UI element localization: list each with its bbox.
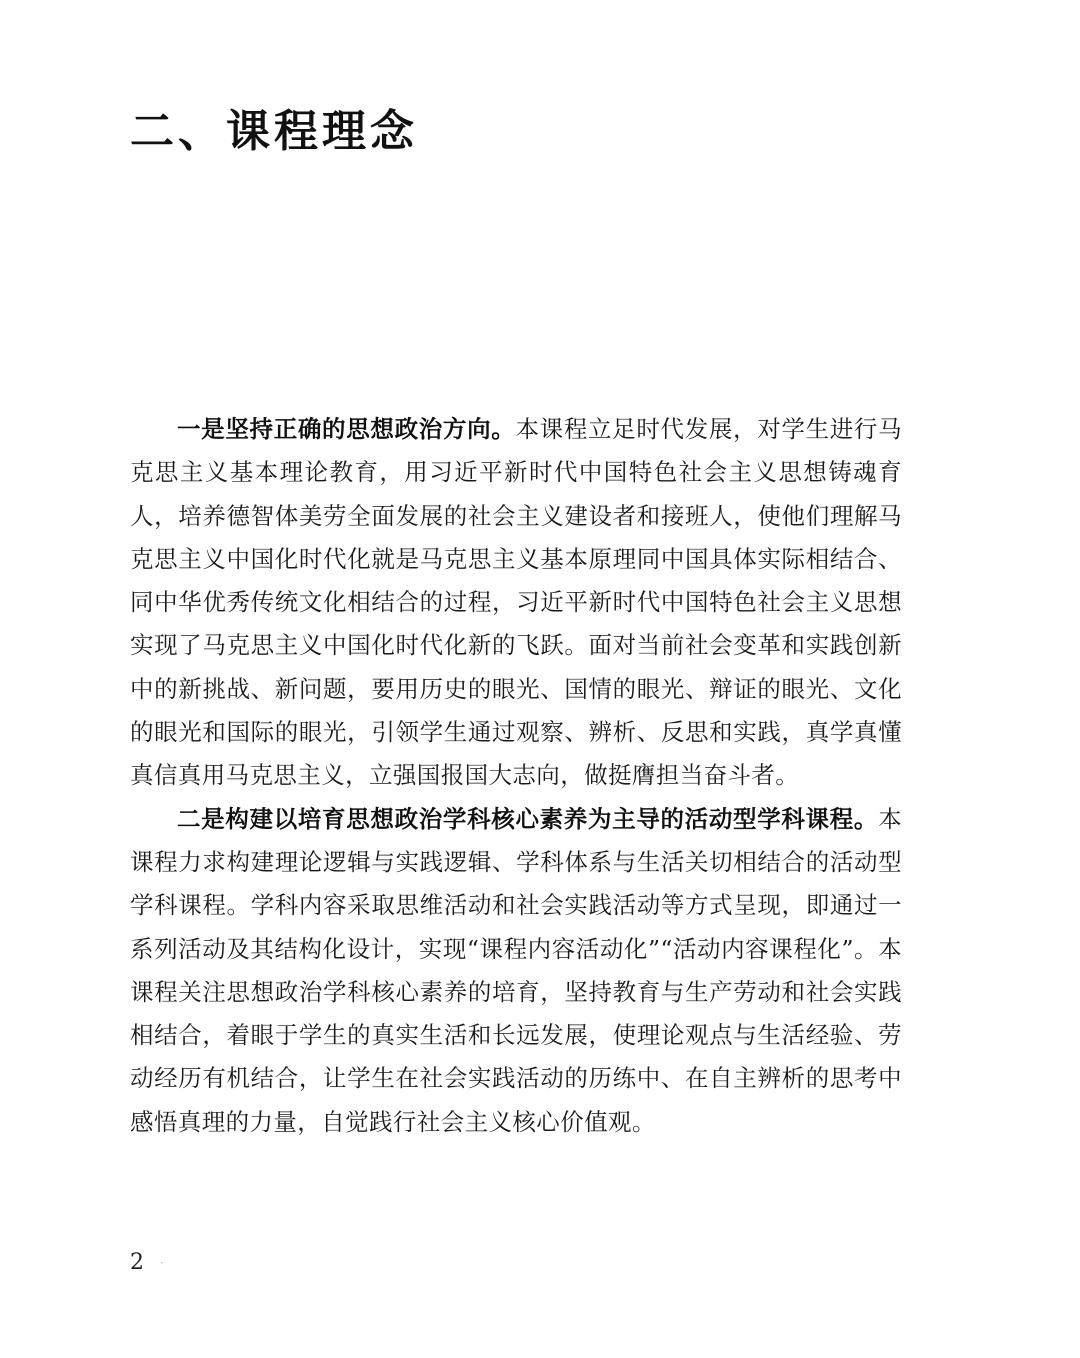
paragraph-1 <box>130 408 902 798</box>
paragraph-2 <box>130 798 902 1144</box>
body-text <box>130 408 902 1144</box>
page-number: 2 <box>130 1250 144 1275</box>
paragraph-1-text: 本课程立足时代发展，对学生进行马克思主义基本理论教育，用习近平新时代中国特色社会主义思想铸魂育人，培养德智体美劳全面发展的社会主义建设者和接班人，使他们理解马克思主义中国化时代化就是马克思主义基本原理同中国具体实际相结合、同中华优秀传统文化相结合的过程，习近平新时代中国特色社会主义思想实现了马克思主义中国化时代化新的飞跃。面对当前社会变革和实践创新中的新挑战、新问题，要用历史的眼光、国情的眼光、辩证的眼光、文化的眼光和国际的眼光，引领学生通过观察、辨析、反思和实践，真学真懂真信真用马克思主义，立强国报国大志向，做挺膺担当奋斗者。 <box>130 415 902 790</box>
paragraph-2-text: 本课程力求构建理论逻辑与实践逻辑、学科体系与生活关切相结合的活动型学科课程。学科内容采取思维活动和社会实践活动等方式呈现，即通过一系列活动及其结构化设计，实现“课程内容活动化”“活动内容课程化”。本课程关注思想政治学科核心素养的培育，坚持教育与生产劳动和社会实践相结合，着眼于学生的真实生活和长远发展，使理论观点与生活经验、劳动经历有机结合，让学生在社会实践活动的历练中、在自主辨析的思考中感悟真理的力量，自觉践行社会主义核心价值观。 <box>130 804 902 1136</box>
paragraph-2-lead: 二是构建以培育思想政治学科核心素养为主导的活动型学科课程。 <box>177 804 879 833</box>
section-title: 二、课程理念 <box>130 106 418 157</box>
page-number-dot: · <box>160 1256 164 1270</box>
paragraph-1-lead: 一是坚持正确的思想政治方向。 <box>177 415 516 443</box>
